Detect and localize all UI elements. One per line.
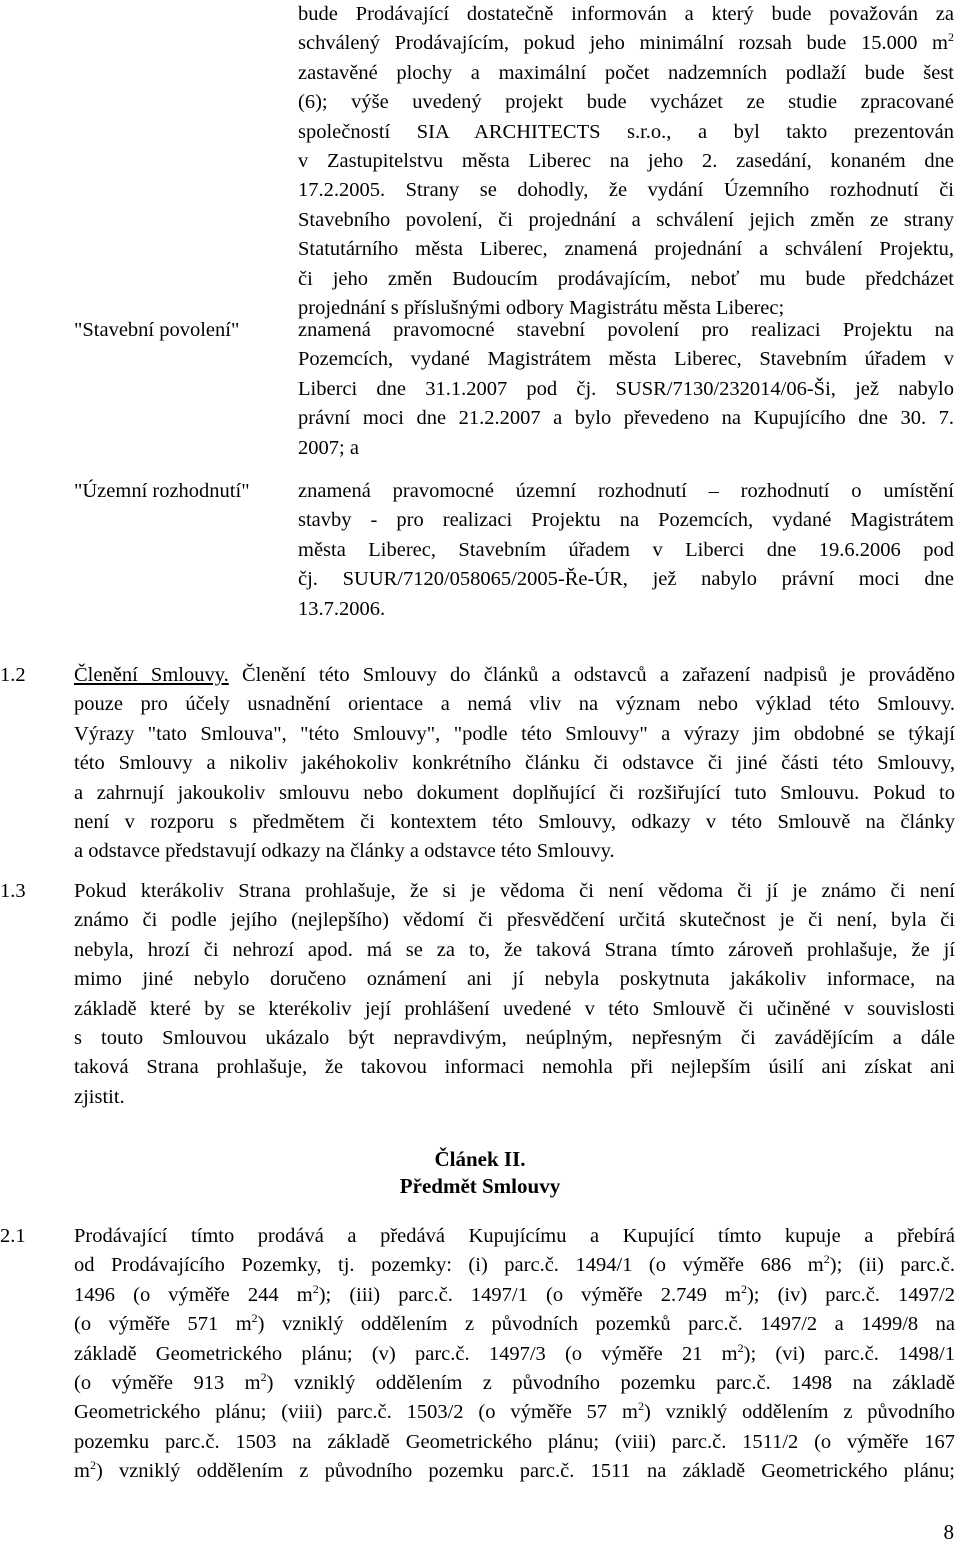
definition-term: "Územní rozhodnutí" [74, 480, 250, 502]
definition-body [298, 316, 954, 463]
text-line: města Liberec, Stavebním úřadem v Liberci dne 19.6.2006 pod [298, 538, 954, 561]
text-line: Prodávající tímto prodává a předává Kupujícímu a Kupující tímto kupuje a přebírá [74, 1225, 955, 1247]
text-line: stavby - pro realizaci Projektu na Pozemcích, vydané Magistrátem [298, 509, 954, 532]
text-line: mimo jiné nebylo doručeno oznámení ani jí nebyla poskytnuta jakákoliv informace, na [74, 968, 955, 991]
text-line: znamená pravomocné územní rozhodnutí – rozhodnutí o umístění [298, 480, 954, 502]
text-line: a zahrnují jakoukoliv smlouvu nebo dokument doplňující či rozšiřující tuto Smlouvu. Pokud to [74, 781, 955, 804]
text-line: 17.2.2005. Strany se dohodly, že vydání Územního rozhodnutí či [298, 179, 954, 202]
section-body [74, 1222, 955, 1487]
text-line: s touto Smlouvou ukázalo být nepravdivým, neúplným, nepřesným či zavádějícím a dále [74, 1027, 955, 1050]
section-body [74, 877, 955, 1112]
article-subtitle: Předmět Smlouvy [399, 1174, 561, 1198]
text-line: Liberci dne 31.1.2007 pod čj. SUSR/7130/232014/06-Ši, jež nabylo [298, 377, 954, 400]
definition-body [298, 477, 954, 624]
text-line: $m^2$) vzniklý oddělením z původního pozemku parc.č. 1511 na základě Geometrického plánu; [74, 1458, 955, 1483]
superscript: 2 [89, 1458, 96, 1473]
text-line: 2007; a [298, 436, 359, 459]
text-line: není v rozporu s předmětem či kontextem této Smlouvy, odkazy v této Smlouvě na články [74, 811, 955, 834]
text-line: Pokud kterákoliv Strana prohlašuje, že si je vědoma či není vědoma či jí je známo či není [74, 880, 955, 902]
text-line: v Zastupitelstvu města Liberec na jeho 2. zasedání, konaném dne [298, 150, 954, 173]
text-line: právní moci dne 21.2.2007 a bylo převedeno na Kupujícího dne 30. 7. [298, 407, 954, 430]
superscript: 2 [823, 1252, 830, 1267]
text-line: a odstavce představují odkazy na články a odstavce této Smlouvy. [74, 840, 615, 863]
superscript: 2 [312, 1281, 319, 1296]
text-line: základě které by se kterékoliv její prohlášení uvedené v této Smlouvě či učiněné v souvislosti [74, 997, 955, 1020]
superscript: 2 [740, 1281, 747, 1296]
text-line: bude Prodávající dostatečně informován a který bude považován za [298, 3, 954, 25]
article-title: Článek II. [434, 1147, 526, 1171]
text-line: (o výměře 913 $m^2$) vzniklý oddělením z původního pozemku parc.č. 1498 na základě [74, 1370, 955, 1395]
text-line: základě Geometrického plánu; (v) parc.č. 1497/3 (o výměře 21 $m^2$); (vi) parc.č. 1498/1 [74, 1340, 955, 1365]
text-line: Členění Smlouvy. Členění této Smlouvy do článků a odstavců a zařazení nadpisů je prováděno [74, 664, 955, 686]
text-line: Statutárního města Liberec, znamená projednání a schválení Projektu, [298, 238, 954, 261]
definition-continuation [298, 0, 954, 323]
text-line: pouze pro účely usnadnění orientace a nemá vliv na význam nebo výklad této Smlouvy. [74, 693, 955, 716]
text-line: projednání s příslušnými odbory Magistrátu města Liberec; [298, 297, 785, 320]
text-line: čj. SUUR/7120/058065/2005-Ře-ÚR, jež nabylo právní moci dne [298, 568, 954, 591]
text-line: od Prodávajícího Pozemky, tj. pozemky: (i) parc.č. 1494/1 (o výměře 686 $m^2$); (ii) parc.č. [74, 1252, 955, 1277]
text-line: znamená pravomocné stavební povolení pro realizaci Projektu na [298, 319, 954, 341]
text-line: pozemku parc.č. 1503 na základě Geometrického plánu; (viii) parc.č. 1511/2 (o výměře 167 [74, 1430, 955, 1453]
text-line: této Smlouvy a nikoliv jakéhokoliv konkrétního článku či odstavce či jiné části této Smlouvy, [74, 752, 955, 775]
definition-term: "Stavební povolení" [74, 319, 240, 341]
section-number: 1.3 [0, 880, 26, 902]
text-line: schválený Prodávajícím, pokud jeho minimální rozsah bude 15.000 $m^2$ [298, 30, 954, 55]
section-number: 1.2 [0, 664, 26, 686]
page-number: 8 [943, 1520, 954, 1544]
superscript: 2 [260, 1370, 267, 1385]
text-line: zastavěné plochy a maximální počet nadzemních podlaží bude šest [298, 61, 954, 84]
section-heading: Členění Smlouvy. [74, 664, 229, 686]
superscript: 2 [737, 1340, 744, 1355]
superscript: 2 [251, 1311, 258, 1326]
superscript: 2 [948, 30, 954, 45]
text-line: (6); výše uvedený projekt bude vycházet ze studie zpracované [298, 91, 954, 114]
text-line: 1496 (o výměře 244 $m^2$); (iii) parc.č. 1497/1 (o výměře 2.749 $m^2$); (iv) parc.č. 1497/2 [74, 1281, 955, 1306]
text-line: či jeho změn Budoucím prodávajícím, neboť mu bude předcházet [298, 267, 954, 290]
text-line: známo či podle jejího (nejlepšího) vědomí či přesvědčení určitá skutečnost je či není, byla či [74, 909, 955, 932]
text-line: taková Strana prohlašuje, že takovou informaci nemohla při nejlepším úsilí ani získat ani [74, 1056, 955, 1079]
text-line: společností SIA ARCHITECTS s.r.o., a byl takto prezentován [298, 120, 954, 143]
text-line: Geometrického plánu; (viii) parc.č. 1503/2 (o výměře 57 $m^2$) vzniklý oddělením z původního [74, 1399, 955, 1424]
text-line: Pozemcích, vydané Magistrátem města Liberec, Stavebním úřadem v [298, 348, 954, 371]
text-line: 13.7.2006. [298, 597, 386, 620]
text-line: Výrazy "tato Smlouva", "této Smlouvy", "podle této Smlouvy" a výrazy jim obdobné se týkají [74, 722, 955, 745]
section-number: 2.1 [0, 1225, 26, 1247]
text-line: zjistit. [74, 1085, 125, 1108]
text-line: (o výměře 571 $m^2$) vzniklý oddělením z původních pozemků parc.č. 1497/2 a 1499/8 na [74, 1311, 955, 1336]
section-body [74, 661, 955, 867]
superscript: 2 [637, 1399, 644, 1414]
text-line: nebyla, hrozí či nehrozí apod. má se za to, že taková Strana tímto zároveň prohlašuje, že jí [74, 938, 955, 961]
text-line: Stavebního povolení, či projednání a schválení jejich změn ze strany [298, 208, 954, 231]
